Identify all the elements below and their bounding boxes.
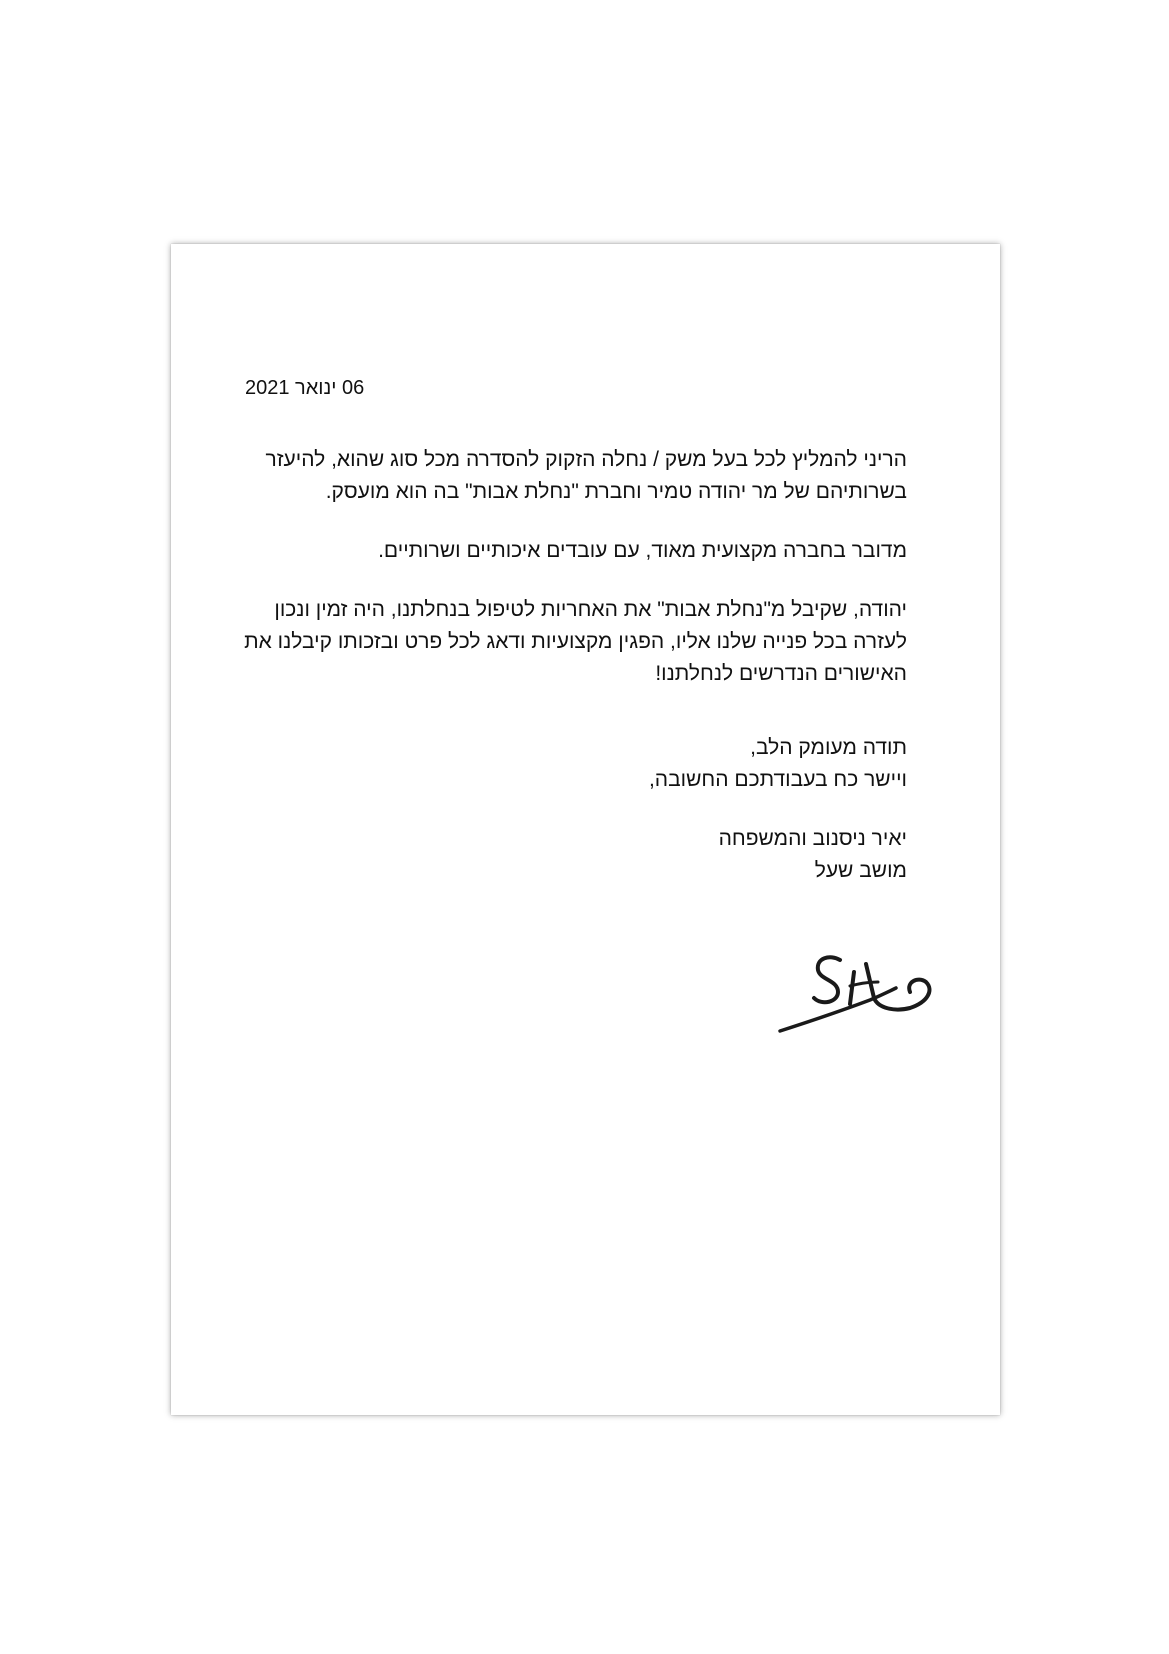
letter-body: [223, 444, 907, 887]
closing-line-thanks: תודה מעומק הלב,: [750, 736, 907, 759]
letter-date: 06 ינואר 2021: [245, 377, 365, 399]
letter-sheet: [171, 244, 1000, 1415]
closing-block: [223, 732, 907, 796]
paragraph-company: מדובר בחברה מקצועית מאוד, עם עובדים איכותיים ושרותיים.: [378, 539, 907, 562]
closing-line-blessing: ויישר כח בעבודתכם החשובה,: [648, 768, 907, 791]
signer-name: יאיר ניסנוב והמשפחה: [718, 827, 907, 850]
signer-place: מושב שעל: [814, 859, 907, 882]
signoff-block: [223, 823, 907, 887]
handwritten-signature-icon: [778, 946, 938, 1036]
paragraph-service: יהודה, שקיבל מ"נחלת אבות" את האחריות לטיפול בנחלתנו, היה זמין ונכון לעזרה בכל פנייה שלנו אליו, הפגין מקצועיות ודאג לכל פרט ובזכותו קיבלנו את האישורים הנדרשים לנחלתנו!: [244, 598, 907, 685]
paragraph-recommendation: הריני להמליץ לכל בעל משק / נחלה הזקוק להסדרה מכל סוג שהוא, להיעזר בשרותיהם של מר יהודה טמיר וחברת "נחלת אבות" בה הוא מועסק.: [265, 448, 907, 503]
